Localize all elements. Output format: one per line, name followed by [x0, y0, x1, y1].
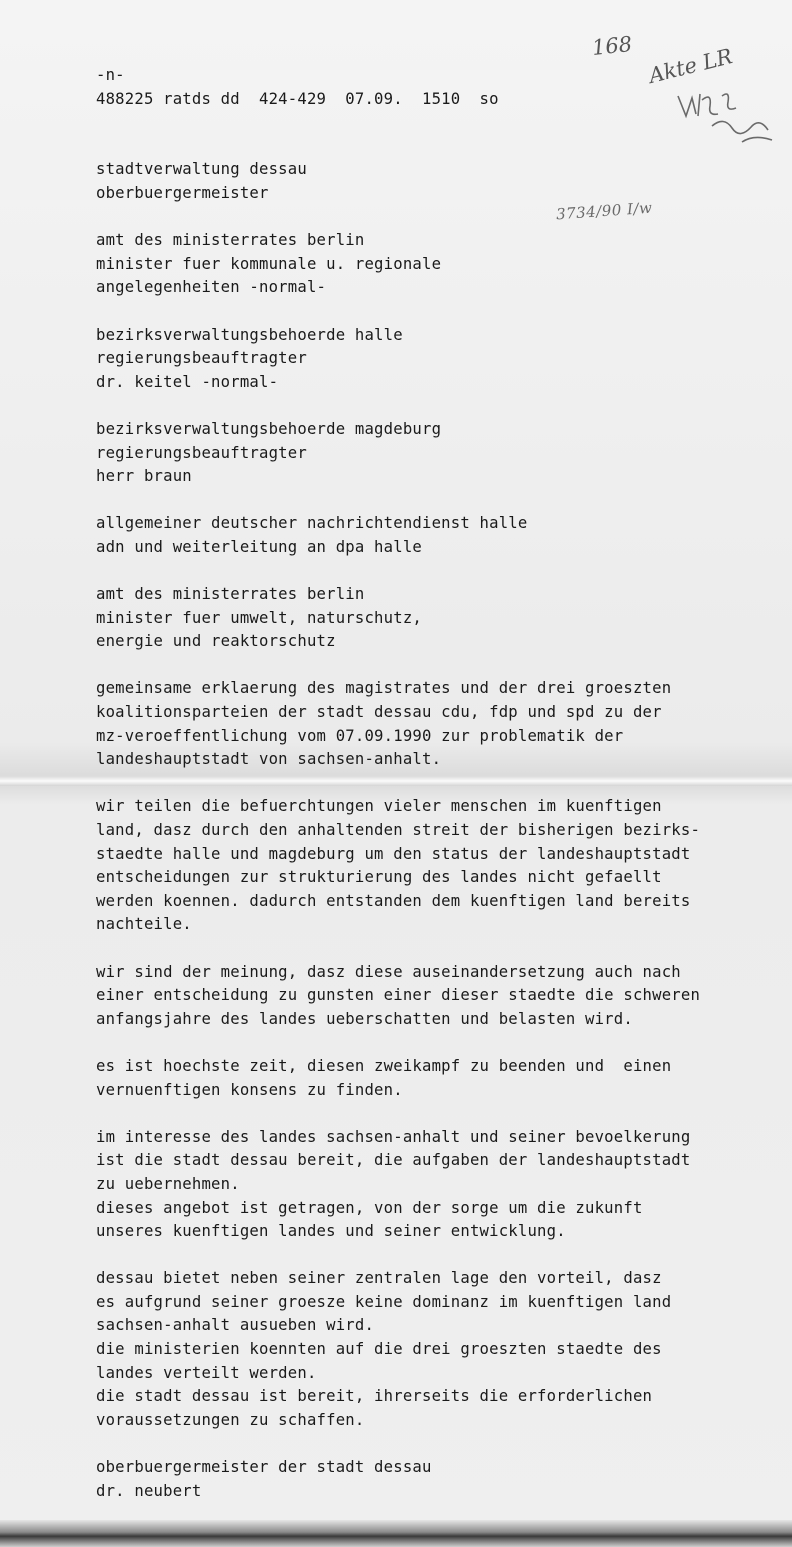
- body-line: die ministerien koennten auf die drei groeszten staedte des: [96, 1340, 662, 1359]
- subject-line: mz-veroeffentlichung vom 07.09.1990 zur problematik der: [96, 726, 624, 745]
- body-line: anfangsjahre des landes ueberschatten und belasten wird.: [96, 1009, 633, 1028]
- body-paragraph: [96, 961, 756, 1032]
- subject-line: koalitionsparteien der stadt dessau cdu, fdp und spd zu der: [96, 703, 662, 722]
- recipient-line: dr. keitel -normal-: [96, 372, 279, 391]
- recipient-line: bezirksverwaltungsbehoerde halle: [96, 325, 403, 344]
- subject-line: gemeinsame erklaerung des magistrates und der drei groeszten: [96, 679, 672, 698]
- handwritten-page-number: 168: [590, 31, 634, 61]
- body-paragraph: [96, 1126, 756, 1244]
- recipient-block: [96, 583, 756, 654]
- body-line: es aufgrund seiner groesze keine dominanz im kuenftigen land: [96, 1292, 672, 1311]
- signature-name: dr. neubert: [96, 1481, 202, 1500]
- body-line: nachteile.: [96, 915, 192, 934]
- body-line: es ist hoechste zeit, diesen zweikampf zu beenden und einen: [96, 1056, 672, 1075]
- body-line: dessau bietet neben seiner zentralen lage den vorteil, dasz: [96, 1269, 662, 1288]
- recipient-line: adn und weiterleitung an dpa halle: [96, 537, 422, 556]
- signature-title: oberbuergermeister der stadt dessau: [96, 1458, 432, 1477]
- recipient-block: [96, 229, 756, 300]
- recipient-line: bezirksverwaltungsbehoerde magdeburg: [96, 419, 442, 438]
- sender-line: stadtverwaltung dessau: [96, 160, 307, 179]
- body-line: entscheidungen zur strukturierung des landes nicht gefaellt: [96, 868, 662, 887]
- body-line: staedte halle und magdeburg um den status der landeshauptstadt: [96, 844, 691, 863]
- body-line: einer entscheidung zu gunsten einer dieser staedte die schweren: [96, 986, 701, 1005]
- body-line: sachsen-anhalt ausueben wird.: [96, 1316, 375, 1335]
- recipient-line: herr braun: [96, 467, 192, 486]
- body-paragraph: [96, 1055, 756, 1102]
- body-paragraph: [96, 1267, 756, 1432]
- routing-line: 488225 ratds dd 424-429 07.09. 1510 so: [96, 89, 499, 108]
- recipient-line: amt des ministerrates berlin: [96, 231, 365, 250]
- body-line: ist die stadt dessau bereit, die aufgaben der landeshauptstadt: [96, 1151, 691, 1170]
- recipient-line: angelegenheiten -normal-: [96, 278, 327, 297]
- recipient-line: minister fuer umwelt, naturschutz,: [96, 608, 422, 627]
- scan-edge: [0, 1520, 792, 1547]
- body-line: landes verteilt werden.: [96, 1363, 317, 1382]
- recipient-line: minister fuer kommunale u. regionale: [96, 254, 442, 273]
- recipient-line: amt des ministerrates berlin: [96, 585, 365, 604]
- telex-message: [96, 64, 756, 1503]
- subject-line: landeshauptstadt von sachsen-anhalt.: [96, 750, 442, 769]
- body-line: unseres kuenftigen landes und seiner entwicklung.: [96, 1222, 566, 1241]
- body-line: zu uebernehmen.: [96, 1174, 240, 1193]
- recipient-line: regierungsbeauftragter: [96, 443, 307, 462]
- recipient-block: [96, 324, 756, 395]
- header-marker: -n-: [96, 66, 125, 84]
- body-line: vernuenftigen konsens zu finden.: [96, 1080, 403, 1099]
- body-line: wir sind der meinung, dasz diese auseinandersetzung auch nach: [96, 962, 681, 981]
- body-line: im interesse des landes sachsen-anhalt und seiner bevoelkerung: [96, 1127, 691, 1146]
- body-line: land, dasz durch den anhaltenden streit der bisherigen bezirks-: [96, 821, 701, 839]
- body-paragraph: [96, 795, 756, 937]
- signature-block: [96, 1456, 756, 1503]
- recipient-line: regierungsbeauftragter: [96, 349, 307, 368]
- recipient-line: allgemeiner deutscher nachrichtendienst halle: [96, 514, 528, 533]
- subject-block: [96, 677, 756, 771]
- handwritten-reference-number: 3734/90 I/w: [555, 198, 653, 224]
- body-line: voraussetzungen zu schaffen.: [96, 1410, 365, 1429]
- body-line: werden koennen. dadurch entstanden dem kuenftigen land bereits: [96, 891, 691, 910]
- sender-block: [96, 158, 756, 205]
- handwritten-akte-note: Akte LR: [646, 44, 735, 88]
- recipient-line: energie und reaktorschutz: [96, 632, 336, 651]
- recipient-block: [96, 418, 756, 489]
- body-line: die stadt dessau ist bereit, ihrerseits die erforderlichen: [96, 1387, 653, 1406]
- body-line: wir teilen die befuerchtungen vieler menschen im kuenftigen: [96, 797, 662, 816]
- recipient-block: [96, 512, 756, 559]
- body-line: dieses angebot ist getragen, von der sorge um die zukunft: [96, 1198, 643, 1217]
- sender-line: oberbuergermeister: [96, 183, 269, 202]
